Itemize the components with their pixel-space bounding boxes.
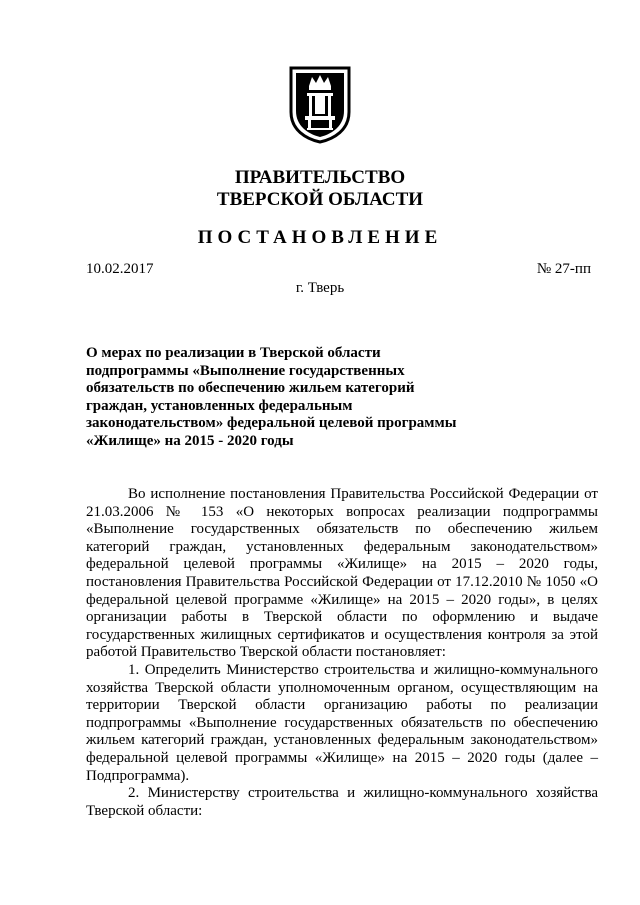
org-name-line1: ПРАВИТЕЛЬСТВО xyxy=(234,167,406,188)
body-paragraph-1: Во исполнение постановления Правительства Российской Федерации от 21.03.2006 № 153 «О некоторых вопросах реализации подпрограммы «Выполнение государственных обязательств по обеспечению жильем категорий граждан, установленных федеральным законодательством» федеральной целевой программы «Жилище» на 2015 – 2020 годы, постановления Правительства Российской Федерации от 17.12.2010 № 1050 «О федеральной целевой программе «Жилище» на 2015 – 2020 годы», в целях организации работы в Тверской области по оформлению и выдаче государственных жилищных сертификатов и осуществления контроля за этой работой Правительство Тверской области постановляет: xyxy=(86,486,598,661)
tver-coat-of-arms-icon xyxy=(288,64,352,144)
document-number: № 27-пп xyxy=(536,261,591,277)
document-body xyxy=(86,486,598,820)
document-type: ПОСТАНОВЛЕНИЕ xyxy=(197,227,443,248)
org-name-line2: ТВЕРСКОЙ ОБЛАСТИ xyxy=(216,189,424,210)
document-date: 10.02.2017 xyxy=(86,261,154,277)
document-title: О мерах по реализации в Тверской области подпрограммы «Выполнение государственных обязательств по обеспечению жильем категорий граждан, установленных федеральным законодательством» федеральной целевой программы «Жилище» на 2015 - 2020 годы xyxy=(86,345,457,449)
document-city: г. Тверь xyxy=(295,280,345,296)
body-paragraph-2: 1. Определить Министерство строительства и жилищно-коммунального хозяйства Тверской области уполномоченным органом, осуществляющим на территории Тверской области организацию работы по реализации подпрограммы «Выполнение государственных обязательств по обеспечению жильем категорий граждан, установленных федеральным законодательством» федеральной целевой программы «Жилище» на 2015 – 2020 годы (далее – Подпрограмма). xyxy=(86,661,598,784)
body-paragraph-3: 2. Министерству строительства и жилищно-коммунального хозяйства Тверской области: xyxy=(86,785,598,819)
